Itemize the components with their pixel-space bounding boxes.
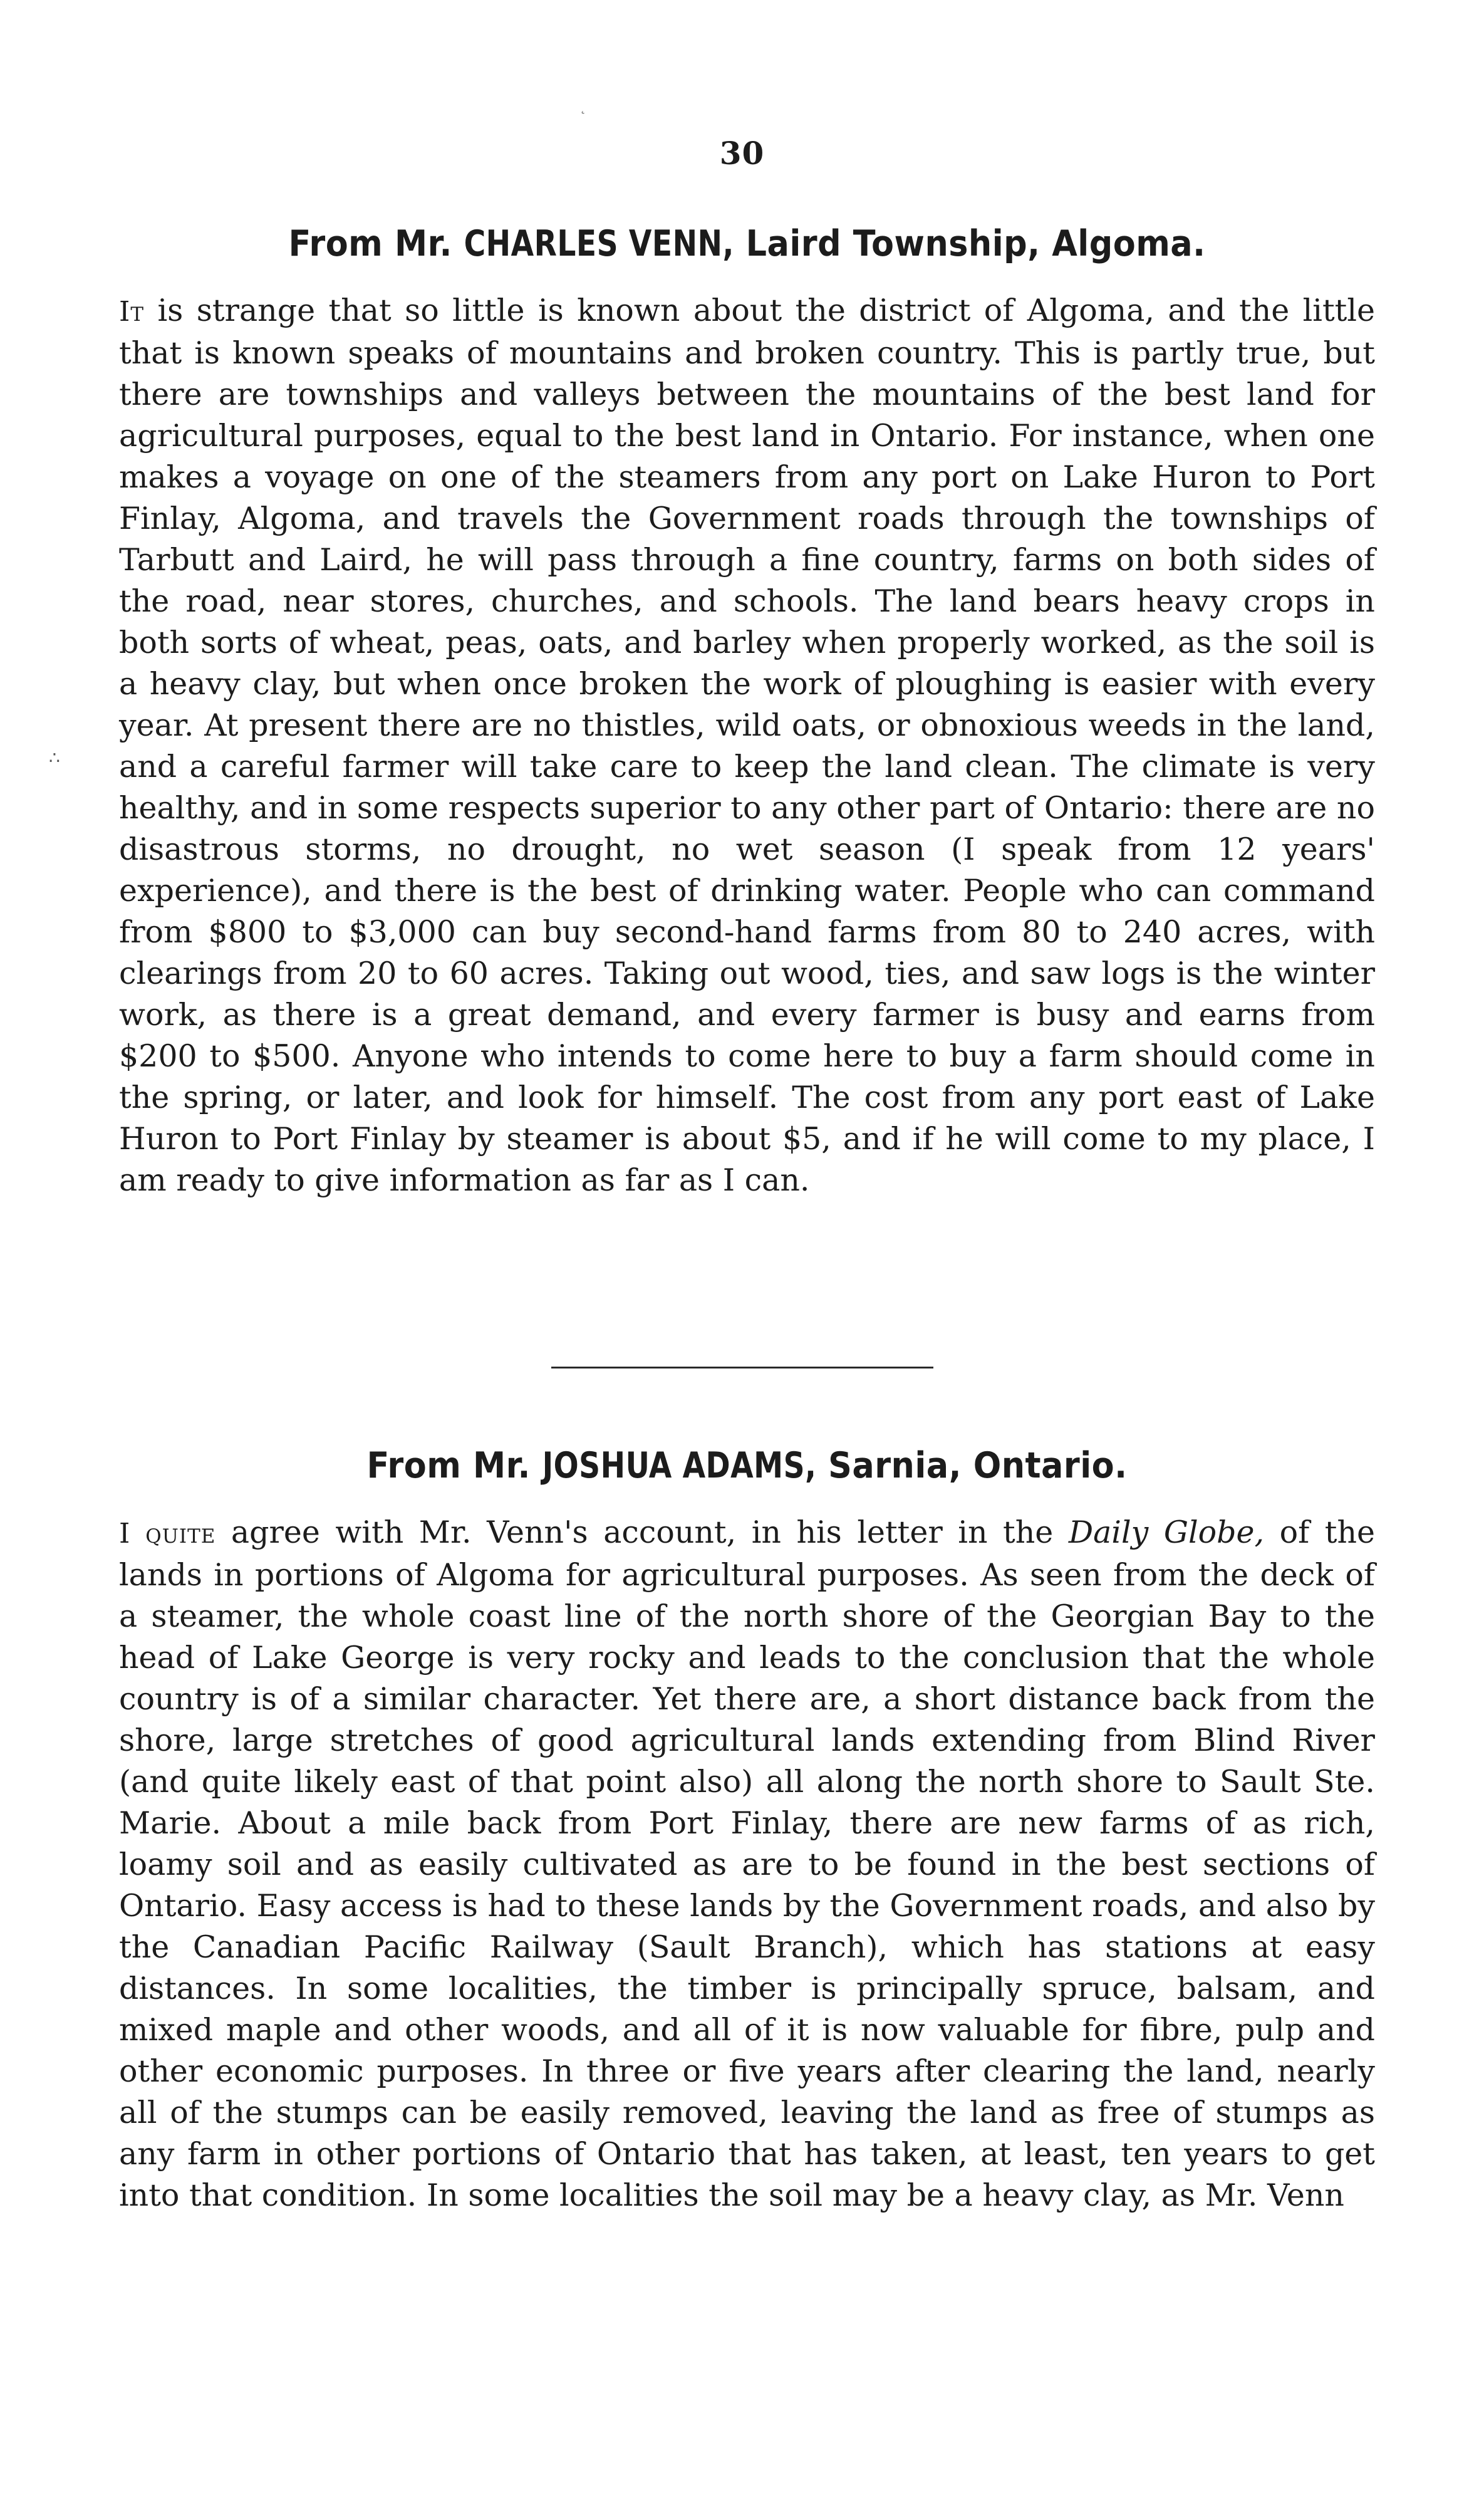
letter-heading xyxy=(169,222,1325,265)
lead-word: I quite xyxy=(119,1518,216,1550)
body-text: is strange that so little is known about the district of Algoma, and the little that is known speaks of mountains and broken country. This is partly true, but there are townships and valleys between the mountains of the best land for agricultural purposes, equal to the best land in Ontario. For instance, when one makes a voyage on one of the steamers from any port on Lake Huron to Port Finlay, Algoma, and travels the Government roads through the townships of Tarbutt and Laird, he will pass through a fine country, farms on both sides of the road, near stores, churches, and schools. The land bears heavy crops in both sorts of wheat, peas, oats, and barley when properly worked, as the soil is a heavy clay, but when once broken the work of ploughing is easier with every year. At present there are no thistles, wild oats, or obnoxious weeds in the land, and a careful farmer will take care to keep the land clean. The climate is very healthy, and in some respects superior to any other part of Ontario: there are no disastrous storms, no drought, no wet season (I speak from 12 years' experience), and there is the best of drinking water. People who can command from $800 to $3,000 can buy second-hand farms from 80 to 240 acres, with clearings from 20 to 60 acres. Taking out wood, ties, and saw logs is the winter work, as there is a great demand, and every farmer is busy and earns from $200 to $500. Anyone who intends to come here to buy a farm should come in the spring, or later, and look for himself. The cost from any port east of Lake Huron to Port Finlay by steamer is about $5, and if he will come to my place, I am ready to give information as far as I can. xyxy=(119,293,1375,1199)
stray-mark: ˛ xyxy=(579,99,586,115)
letter-body xyxy=(119,290,1375,1201)
margin-mark: ∴ xyxy=(49,748,60,768)
section-divider xyxy=(551,1367,933,1368)
author-place: Laird Township, Algoma. xyxy=(745,223,1206,264)
author-name: JOSHUA ADAMS, xyxy=(542,1445,817,1486)
letter-joshua-adams xyxy=(119,1444,1375,2216)
heading-prefix: From Mr. xyxy=(366,1445,531,1486)
letter-body xyxy=(119,1512,1375,2216)
body-text: agree with Mr. Venn's account, in his letter in the xyxy=(215,1514,1069,1551)
lead-word: It xyxy=(119,296,145,328)
letter-charles-venn xyxy=(119,222,1375,1201)
heading-prefix: From Mr. xyxy=(288,223,452,264)
author-name: CHARLES VENN, xyxy=(464,223,734,264)
newspaper-title: Daily Globe, xyxy=(1068,1514,1265,1551)
letter-heading xyxy=(169,1444,1325,1487)
author-place: Sarnia, Ontario. xyxy=(828,1445,1128,1486)
body-text-continued: of the lands in portions of Algoma for agricultural purposes. As seen from the deck of a steamer, the whole coast line of the north shore of the Georgian Bay to the head of Lake George is very rocky and leads to the conclusion that the whole country is of a similar character. Yet there are, a short distance back from the shore, large stretches of good agricultural lands extending from Blind River (and quite likely east of that point also) all along the north shore to Sault Ste. Marie. About a mile back from Port Finlay, there are new farms of as rich, loamy soil and as easily cultivated as are to be found in the best sections of Ontario. Easy access is had to these lands by the Government roads, and also by the Canadian Pacific Railway (Sault Branch), which has stations at easy distances. In some localities, the timber is principally spruce, balsam, and mixed maple and other woods, and all of it is now valuable for fibre, pulp and other economic purposes. In three or five years after clearing the land, nearly all of the stumps can be easily removed, leaving the land as free of stumps as any farm in other portions of Ontario that has taken, at least, ten years to get into that condition. In some localities the soil may be a heavy clay, as Mr. Venn xyxy=(119,1514,1376,2214)
page-number: 30 xyxy=(719,135,765,172)
